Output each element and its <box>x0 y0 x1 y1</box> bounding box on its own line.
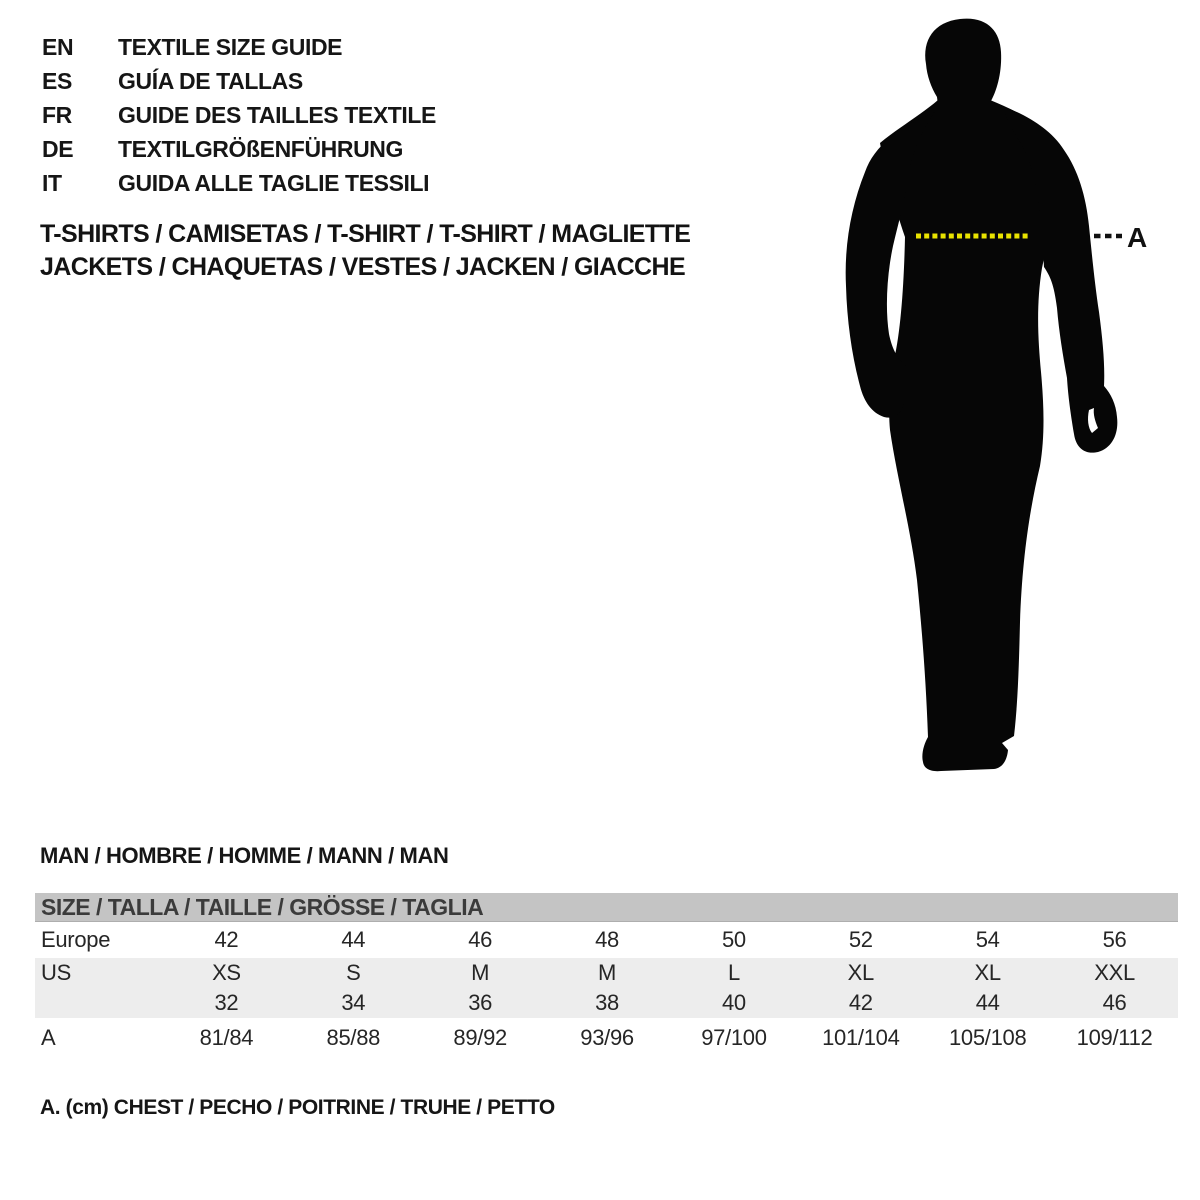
language-code: ES <box>42 67 72 94</box>
language-row-en <box>42 30 436 64</box>
size-cell: 38 <box>595 990 619 1015</box>
silhouette-head <box>925 19 1001 114</box>
language-code: EN <box>42 33 74 60</box>
size-cell: 109/112 <box>1076 1025 1153 1050</box>
language-guide-title: GUÍA DE TALLAS <box>118 67 303 94</box>
measure-label-a: A <box>1127 222 1148 253</box>
size-cell: 40 <box>722 990 746 1015</box>
size-cell: 54 <box>975 927 1000 952</box>
size-table-header: SIZE / TALLA / TAILLE / GRÖSSE / TAGLIA <box>35 893 1178 922</box>
size-cell: 42 <box>848 990 873 1015</box>
language-row-de <box>42 132 436 166</box>
language-code: IT <box>42 169 62 196</box>
category-tshirts: T-SHIRTS / CAMISETAS / T-SHIRT / T-SHIRT / MAGLIETTE <box>40 220 691 248</box>
language-row-fr <box>42 98 436 132</box>
section-title-man: MAN / HOMBRE / HOMME / MANN / MAN <box>40 843 449 868</box>
size-cell: M <box>598 960 617 985</box>
size-table <box>35 893 1178 1058</box>
garment-categories <box>40 218 690 284</box>
row-label: Europe <box>41 927 111 952</box>
size-cell: 42 <box>214 927 239 952</box>
category-jackets: JACKETS / CHAQUETAS / VESTES / JACKEN / GIACCHE <box>40 253 686 281</box>
man-silhouette-svg <box>820 0 1200 800</box>
size-cell: 46 <box>468 927 493 952</box>
size-cell: XL <box>974 960 1001 985</box>
size-cell: XL <box>847 960 874 985</box>
size-cell: 46 <box>1102 990 1127 1015</box>
size-cell: M <box>471 960 490 985</box>
measurement-diagram <box>820 0 1200 800</box>
size-cell: 85/88 <box>326 1025 381 1050</box>
size-cell: L <box>727 960 740 985</box>
size-cell: 56 <box>1102 927 1127 952</box>
language-guide-title: GUIDE DES TAILLES TEXTILE <box>118 101 436 128</box>
size-cell: 81/84 <box>199 1025 254 1050</box>
size-cell: 44 <box>341 927 366 952</box>
measurement-footnote: A. (cm) CHEST / PECHO / POITRINE / TRUHE / PETTO <box>40 1096 555 1119</box>
man-silhouette <box>846 19 1118 772</box>
size-cell: 44 <box>975 990 1000 1015</box>
row-label: A <box>41 1025 56 1050</box>
size-cell: 32 <box>214 990 239 1015</box>
size-cell: 50 <box>722 927 746 952</box>
language-guide-title: GUIDA ALLE TAGLIE TESSILI <box>118 169 430 196</box>
size-cell: 48 <box>595 927 619 952</box>
table-row-us-numeric <box>35 988 1178 1018</box>
size-cell: 105/108 <box>948 1025 1027 1050</box>
size-cell: 93/96 <box>580 1025 634 1050</box>
size-cell: 34 <box>341 990 366 1015</box>
language-row-it <box>42 166 436 200</box>
language-guide-title: TEXTILE SIZE GUIDE <box>118 33 343 60</box>
size-cell: 36 <box>468 990 493 1015</box>
size-cell: 89/92 <box>453 1025 507 1050</box>
row-label: US <box>41 960 71 985</box>
language-guide-title: TEXTILGRÖßENFÜHRUNG <box>118 135 403 162</box>
size-cell: XS <box>212 960 241 985</box>
size-cell: S <box>346 960 361 985</box>
size-cell: XXL <box>1094 960 1135 985</box>
size-cell: 52 <box>848 927 873 952</box>
language-code: DE <box>42 135 74 162</box>
table-row-us <box>35 958 1178 988</box>
size-cell: 97/100 <box>701 1025 767 1050</box>
size-cell: 101/104 <box>822 1025 900 1050</box>
language-row-es <box>42 64 436 98</box>
table-row-europe <box>35 922 1178 958</box>
language-guide-list <box>42 30 436 200</box>
language-code: FR <box>42 101 72 128</box>
silhouette-body <box>880 100 1054 771</box>
table-row-chest-cm <box>35 1018 1178 1058</box>
